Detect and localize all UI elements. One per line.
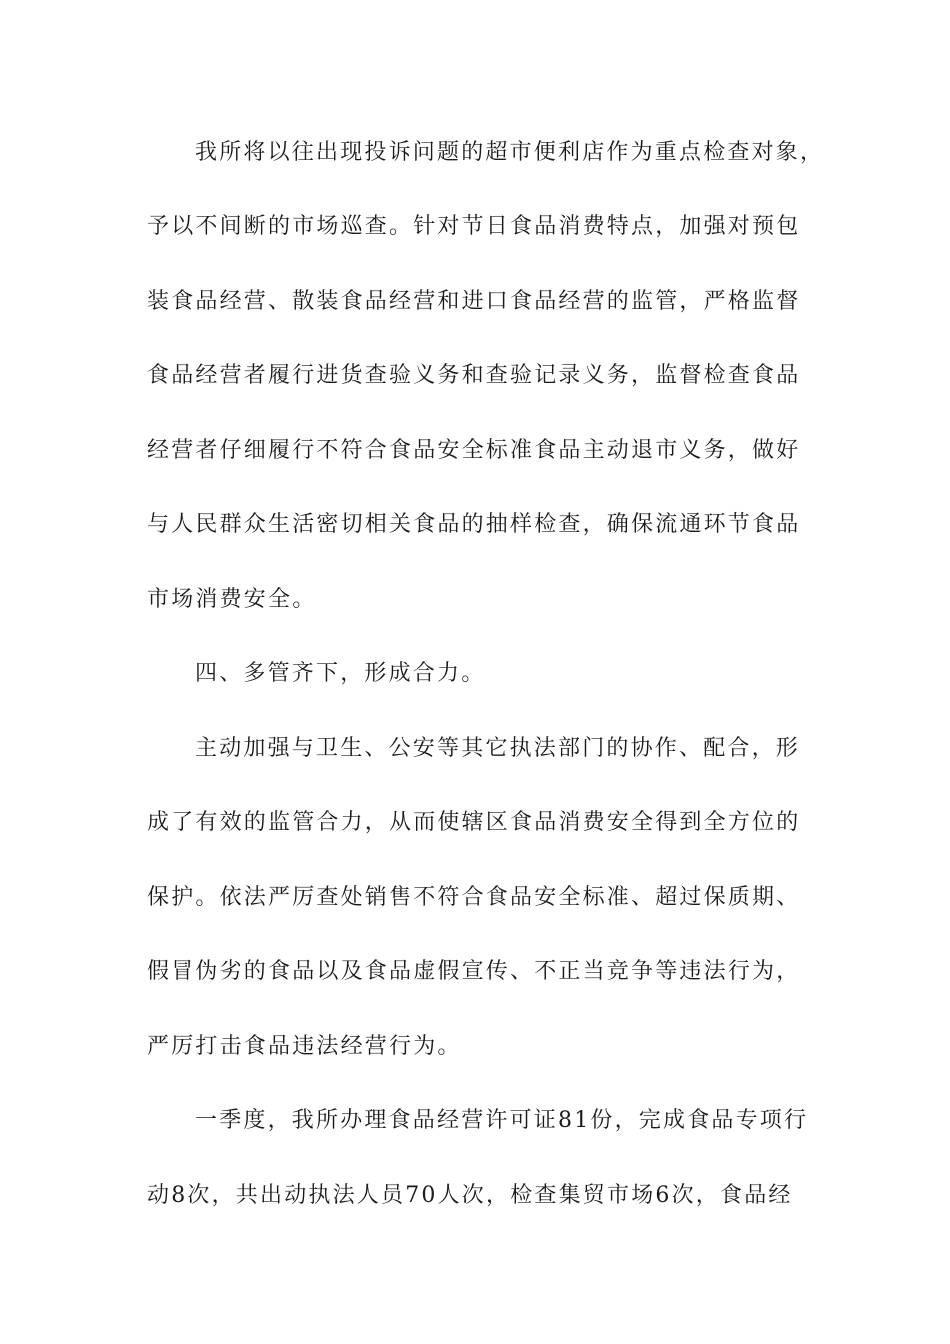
paragraph-line: 食品经营者履行进货查验义务和查验记录义务，监督检查食品 bbox=[147, 363, 801, 388]
paragraph-line: 成了有效的监管合力，从而使辖区食品消费安全得到全方位的 bbox=[147, 810, 801, 835]
paragraph-line: 主动加强与卫生、公安等其它执法部门的协作、配合，形 bbox=[195, 736, 801, 761]
paragraph-line: 保护。依法严厉查处销售不符合食品安全标准、超过保质期、 bbox=[147, 885, 801, 910]
paragraph-line: 与人民群众生活密切相关食品的抽样检查，确保流通环节食品 bbox=[147, 512, 801, 537]
section-heading: 四、多管齐下，形成合力。 bbox=[195, 661, 486, 686]
paragraph-line: 动8次，共出动执法人员70人次，检查集贸市场6次，食品经 bbox=[147, 1183, 793, 1208]
paragraph-line: 假冒伪劣的食品以及食品虚假宣传、不正当竞争等违法行为， bbox=[147, 959, 801, 984]
paragraph-line: 我所将以往出现投诉问题的超市便利店作为重点检查对象， bbox=[195, 140, 825, 165]
paragraph-line: 市场消费安全。 bbox=[147, 587, 317, 612]
paragraph-line: 予以不间断的市场巡查。针对节日食品消费特点，加强对预包 bbox=[147, 214, 801, 239]
paragraph-line: 装食品经营、散装食品经营和进口食品经营的监管，严格监督 bbox=[147, 289, 801, 314]
paragraph-line: 严厉打击食品违法经营行为。 bbox=[147, 1034, 462, 1059]
paragraph-line: 一季度，我所办理食品经营许可证81份，完成食品专项行 bbox=[195, 1108, 809, 1133]
paragraph-line: 经营者仔细履行不符合食品安全标准食品主动退市义务，做好 bbox=[147, 438, 801, 463]
